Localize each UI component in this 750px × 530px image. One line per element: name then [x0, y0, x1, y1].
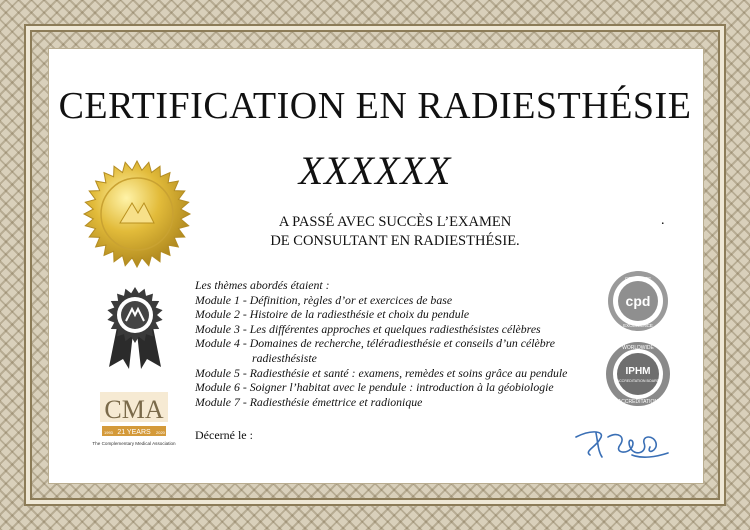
module-line: Module 1 - Définition, règles d’or et exercices de base	[195, 292, 453, 307]
handwritten-signature	[572, 425, 672, 461]
iphm-text: IPHM	[625, 366, 651, 377]
module-line: Module 5 - Radiesthésie et santé : examens, remèdes et soins grâce au pendule	[195, 365, 568, 380]
module-line: Module 6 - Soigner l’habitat avec le pendule : introduction à la géobiologie	[195, 380, 554, 395]
iphm-subtitle: ACCREDITATION BOARD	[616, 379, 660, 383]
stray-dot: .	[661, 213, 665, 228]
cma-logo	[88, 390, 180, 448]
passed-line-2: DE CONSULTANT EN RADIESTHÉSIE.	[270, 233, 520, 249]
cma-letters: CMA	[104, 395, 164, 424]
cpd-top-text: CENTRE OF	[624, 276, 652, 281]
iphm-bottom-text: ACCREDITATION	[617, 399, 659, 405]
cma-end-year: 2020	[156, 430, 165, 435]
module-line: Module 3 - Les différentes approches et quelques radiesthésistes célèbres	[195, 321, 541, 336]
module-line: Module 4 - Domaines de recherche, téléradiesthésie et conseils d’un célèbre	[195, 336, 556, 351]
cma-name: The Complementary Medical Association	[92, 441, 176, 446]
module-line: Module 7 - Radiesthésie émettrice et radionique	[195, 394, 423, 409]
rosette-badge-icon	[99, 285, 171, 370]
certificate-title: CERTIFICATION EN RADIESTHÉSIE	[58, 85, 692, 127]
cma-start-year: 1993	[104, 430, 113, 435]
cpd-bottom-text: EXCELLENCE	[623, 323, 653, 328]
recipient-name: XXXXXX	[298, 148, 452, 193]
passed-statement	[225, 213, 565, 251]
module-line: Module 2 - Histoire de la radiesthésie et choix du pendule	[195, 307, 470, 322]
iphm-badge-icon	[605, 341, 671, 407]
gold-seal-icon	[82, 159, 192, 269]
iphm-top-text: WORLDWIDE	[622, 345, 654, 351]
cma-years: 21 YEARS	[117, 429, 151, 436]
topics-list	[195, 278, 615, 409]
cpd-badge-icon	[607, 270, 669, 332]
cpd-text: cpd	[625, 293, 651, 309]
passed-line-1: A PASSÉ AVEC SUCCÈS L’EXAMEN	[278, 214, 512, 230]
module-line-continuation: radiesthésiste	[252, 350, 317, 365]
awarded-date-label: Décerné le :	[195, 428, 253, 442]
topics-intro: Les thèmes abordés étaient :	[195, 278, 330, 292]
